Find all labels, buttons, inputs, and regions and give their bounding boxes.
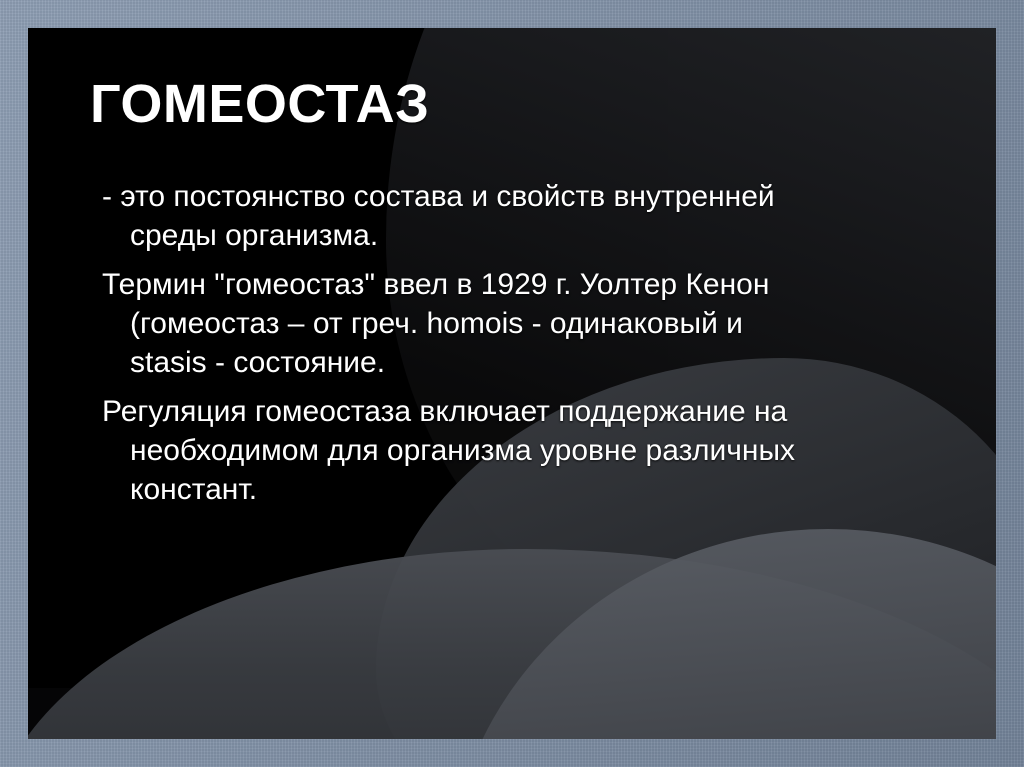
slide-paragraph-3: Регуляция гомеостаза включает поддержание на необходимом для организма уровне различных констант. <box>102 394 796 506</box>
slide-title: ГОМЕОСТАЗ <box>90 74 430 134</box>
slide-content <box>28 28 996 509</box>
slide-paragraph-1: - это постоянство состава и свойств внутренней среды организма. <box>102 179 775 252</box>
slide-body-list <box>84 177 940 509</box>
slide-canvas <box>28 28 996 739</box>
slide-paragraph-2: Термин "гомеостаз" ввел в 1929 г. Уолтер Кенон (гомеостаз – от греч. homois - одинаковый и stasis - состояние. <box>102 267 770 379</box>
